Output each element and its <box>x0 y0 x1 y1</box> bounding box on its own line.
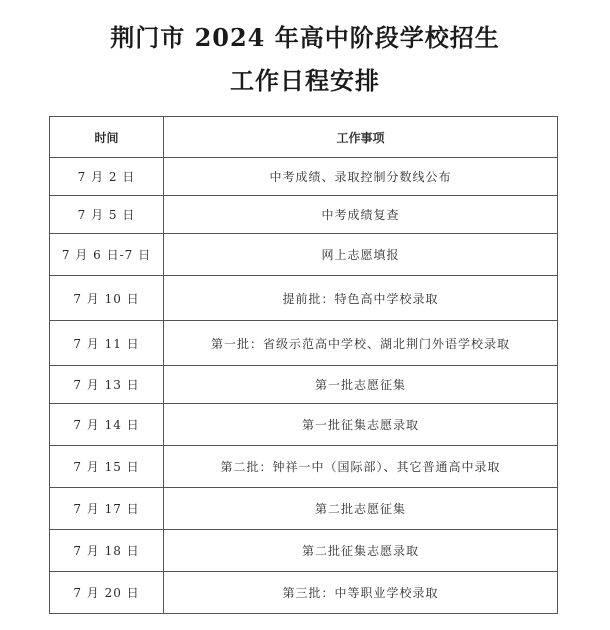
table-row <box>50 404 558 446</box>
header-date: 时间 <box>50 117 164 158</box>
header-item: 工作事项 <box>164 117 558 158</box>
item-cell: 第一批征集志愿录取 <box>164 404 558 446</box>
table-row <box>50 196 558 234</box>
table-row <box>50 488 558 530</box>
schedule-table <box>49 116 558 614</box>
table-row <box>50 572 558 614</box>
table-row <box>50 234 558 276</box>
item-cell: 第一批志愿征集 <box>164 366 558 404</box>
table-row <box>50 276 558 321</box>
item-cell: 网上志愿填报 <box>164 234 558 276</box>
table-row <box>50 321 558 366</box>
page-title-line1: 荆门市 2024 年高中阶段学校招生 <box>110 23 500 52</box>
item-cell: 第二批志愿征集 <box>164 488 558 530</box>
table-row <box>50 530 558 572</box>
item-cell: 第二批：钟祥一中（国际部）、其它普通高中录取 <box>164 446 558 488</box>
date-cell: 7 月 13 日 <box>50 366 164 404</box>
date-cell: 7 月 17 日 <box>50 488 164 530</box>
item-cell: 第二批征集志愿录取 <box>164 530 558 572</box>
date-cell: 7 月 18 日 <box>50 530 164 572</box>
date-cell: 7 月 11 日 <box>50 321 164 366</box>
item-cell: 提前批：特色高中学校录取 <box>164 276 558 321</box>
date-cell: 7 月 6 日-7 日 <box>50 234 164 276</box>
date-cell: 7 月 15 日 <box>50 446 164 488</box>
page-title-line2: 工作日程安排 <box>230 66 380 95</box>
table-row <box>50 446 558 488</box>
table-header-row <box>50 117 558 158</box>
item-cell: 中考成绩复查 <box>164 196 558 234</box>
date-cell: 7 月 20 日 <box>50 572 164 614</box>
date-cell: 7 月 10 日 <box>50 276 164 321</box>
date-cell: 7 月 5 日 <box>50 196 164 234</box>
item-cell: 第一批：省级示范高中学校、湖北荆门外语学校录取 <box>164 321 558 366</box>
table-row <box>50 158 558 196</box>
table-row <box>50 366 558 404</box>
date-cell: 7 月 2 日 <box>50 158 164 196</box>
date-cell: 7 月 14 日 <box>50 404 164 446</box>
item-cell: 中考成绩、录取控制分数线公布 <box>164 158 558 196</box>
item-cell: 第三批：中等职业学校录取 <box>164 572 558 614</box>
